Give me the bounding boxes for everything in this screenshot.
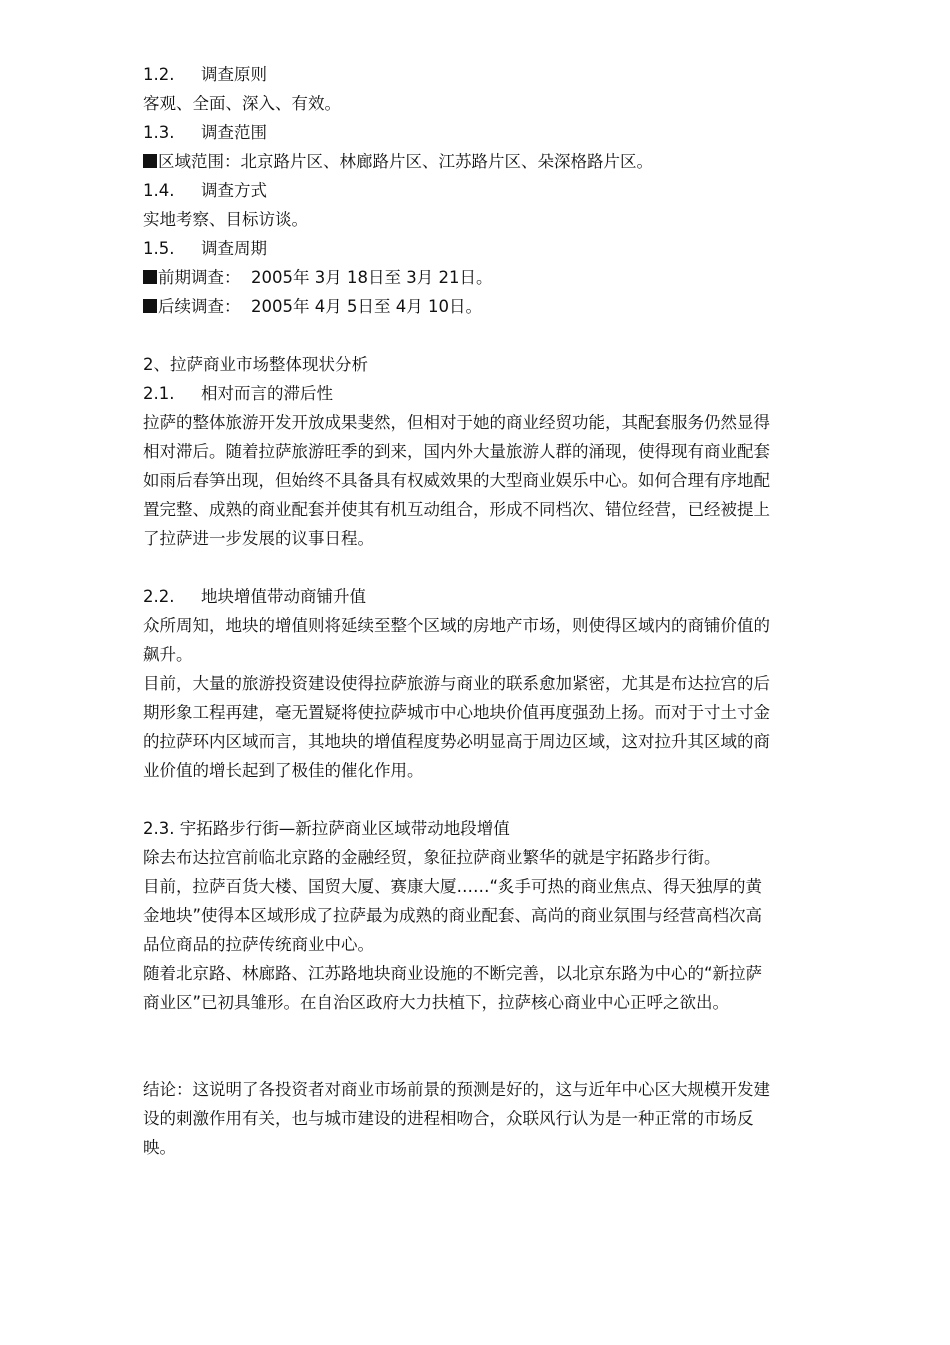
paragraph-line: 的拉萨环内区域而言，其地块的增值程度势必明显高于周边区域，这对拉升其区域的商 <box>143 732 770 751</box>
paragraph-line: 期形象工程再建，毫无置疑将使拉萨城市中心地块价值再度强劲上扬。而对于寸土寸金 <box>143 703 770 722</box>
paragraph: 客观、全面、深入、有效。 <box>143 94 341 113</box>
section-title: 调查周期 <box>201 239 267 258</box>
paragraph-line: 目前，大量的旅游投资建设使得拉萨旅游与商业的联系愈加紧密，尤其是布达拉宫的后 <box>143 674 770 693</box>
paragraph-line: 目前，拉萨百货大楼、国贸大厦、赛康大厦……“炙手可热的商业焦点、得天独厚的黄 <box>143 877 763 896</box>
paragraph-line: 金地块”使得本区域形成了拉萨最为成熟的商业配套、高尚的商业氛围与经营高档次高 <box>143 906 763 925</box>
conclusion-line: 结论：这说明了各投资者对商业市场前景的预测是好的，这与近年中心区大规模开发建 <box>143 1080 770 1099</box>
heading-1-3 <box>143 118 828 147</box>
heading-2: 2、拉萨商业市场整体现状分析 <box>143 355 368 374</box>
section-number: 2.1. <box>143 384 175 403</box>
heading-1-5 <box>143 234 828 263</box>
section-title: 相对而言的滞后性 <box>201 384 333 403</box>
document-page <box>143 60 828 1162</box>
section-title: 调查范围 <box>201 123 267 142</box>
paragraph-line: 随着北京路、林廊路、江苏路地块商业设施的不断完善，以北京东路为中心的“新拉萨 <box>143 964 763 983</box>
section-title: 调查方式 <box>201 181 267 200</box>
section-number: 1.4. <box>143 181 175 200</box>
paragraph-line: 众所周知，地块的增值则将延续至整个区域的房地产市场，则使得区域内的商铺价值的 <box>143 616 770 635</box>
heading-2-2 <box>143 582 828 611</box>
heading-2-1 <box>143 379 828 408</box>
section-title: 调查原则 <box>201 65 267 84</box>
heading-1-4 <box>143 176 828 205</box>
spacer <box>143 553 828 582</box>
bullet-item <box>143 292 828 321</box>
square-bullet-icon <box>143 270 157 284</box>
paragraph-line: 相对滞后。随着拉萨旅游旺季的到来，国内外大量旅游人群的涌现，使得现有商业配套 <box>143 442 770 461</box>
section-number: 1.2. <box>143 65 175 84</box>
spacer <box>143 785 828 814</box>
paragraph-line: 品位商品的拉萨传统商业中心。 <box>143 935 374 954</box>
square-bullet-icon <box>143 299 157 313</box>
conclusion-line: 设的刺激作用有关，也与城市建设的进程相吻合，众联风行认为是一种正常的市场反 <box>143 1109 754 1128</box>
section-number: 1.5. <box>143 239 175 258</box>
bullet-text: 前期调查： 2005年 3月 18日至 3月 21日。 <box>158 268 493 287</box>
conclusion-line: 映。 <box>143 1138 176 1157</box>
paragraph: 实地考察、目标访谈。 <box>143 210 308 229</box>
section-number: 2.2. <box>143 587 175 606</box>
paragraph-line: 飙升。 <box>143 645 193 664</box>
bullet-text: 区域范围：北京路片区、林廊路片区、江苏路片区、朵深格路片区。 <box>158 152 653 171</box>
paragraph-line: 置完整、成熟的商业配套并使其有机互动组合，形成不同档次、错位经营，已经被提上 <box>143 500 770 519</box>
paragraph-line: 了拉萨进一步发展的议事日程。 <box>143 529 374 548</box>
paragraph-line: 业价值的增长起到了极佳的催化作用。 <box>143 761 424 780</box>
heading-1-2 <box>143 60 828 89</box>
paragraph-line: 商业区”已初具雏形。在自治区政府大力扶植下，拉萨核心商业中心正呼之欲出。 <box>143 993 730 1012</box>
heading-2-3: 2.3. 宇拓路步行街—新拉萨商业区域带动地段增值 <box>143 819 510 838</box>
paragraph-line: 除去布达拉宫前临北京路的金融经贸，象征拉萨商业繁华的就是宇拓路步行街。 <box>143 848 721 867</box>
paragraph-line: 如雨后春笋出现，但始终不具备具有权威效果的大型商业娱乐中心。如何合理有序地配 <box>143 471 770 490</box>
paragraph-line: 拉萨的整体旅游开发开放成果斐然，但相对于她的商业经贸功能，其配套服务仍然显得 <box>143 413 770 432</box>
spacer <box>143 1017 828 1075</box>
bullet-item <box>143 263 828 292</box>
spacer <box>143 321 828 350</box>
section-title: 地块增值带动商铺升值 <box>201 587 366 606</box>
bullet-item <box>143 147 828 176</box>
bullet-text: 后续调查： 2005年 4月 5日至 4月 10日。 <box>158 297 482 316</box>
square-bullet-icon <box>143 154 157 168</box>
section-number: 1.3. <box>143 123 175 142</box>
